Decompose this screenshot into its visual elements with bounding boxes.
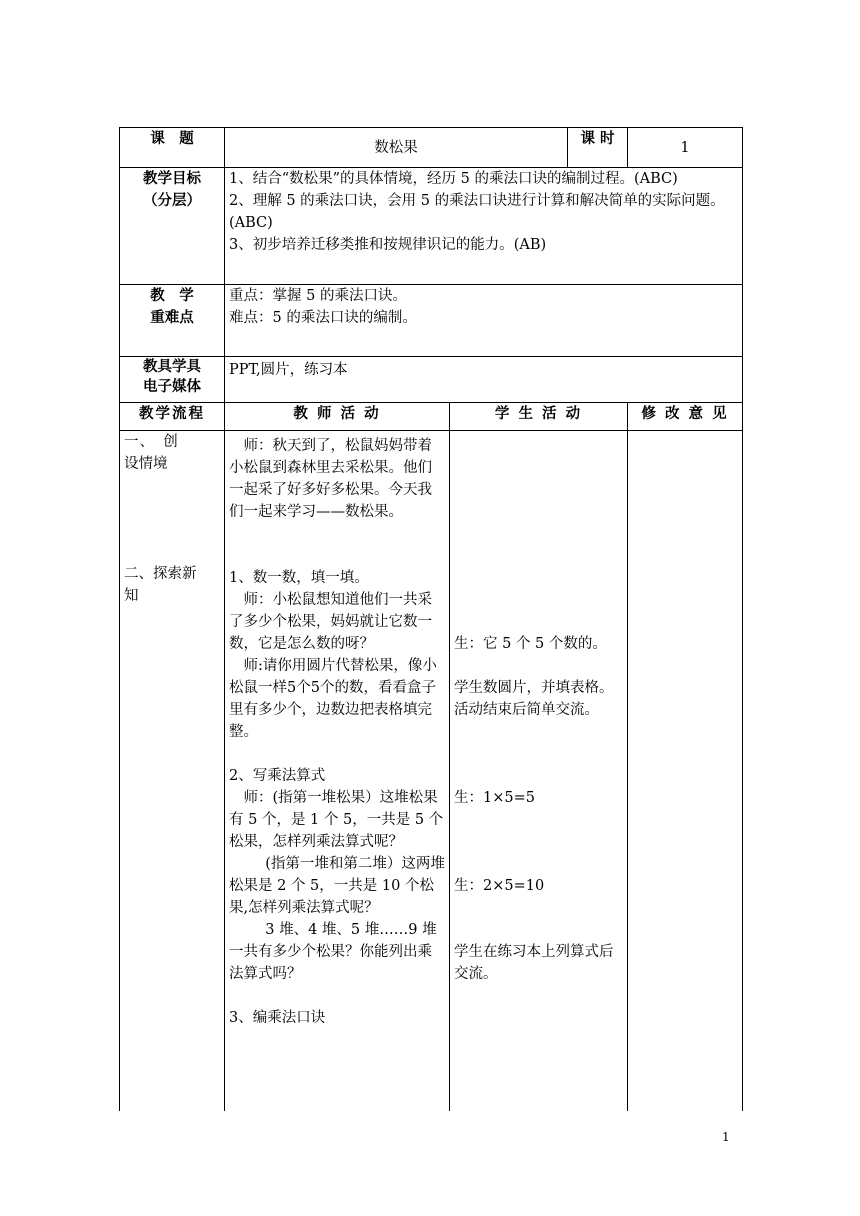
goal-item-1: 1、结合“数松果”的具体情境，经历 5 的乘法口诀的编制过程。(ABC) <box>229 171 678 187</box>
flow-header-teacher: 教 师 活 动 <box>225 403 450 431</box>
media-content: PPT,圆片，练习本 <box>225 357 743 403</box>
step1-line2: 设情境 <box>124 456 168 472</box>
step1-line1: 一、 创 <box>124 434 179 450</box>
flow-body-row <box>120 431 743 1111</box>
flow-steps <box>120 431 225 1111</box>
student-answer-4: 生：1×5=5 <box>454 790 535 806</box>
teacher-intro: 师：秋天到了，松鼠妈妈带着小松鼠到森林里去采松果。他们一起采了好多好多松果。今天我们一起来学习——数松果。 <box>229 438 432 520</box>
topic-value: 数松果 <box>225 128 568 168</box>
student-answer-5: 生：2×5=10 <box>454 878 545 894</box>
goal-item-3: 3、初步培养迁移类推和按规律识记的能力。(AB) <box>229 237 547 253</box>
step2-line1: 二、探索新 <box>124 566 197 582</box>
goals-content <box>225 168 743 285</box>
student-answer-2: 学生数圆片，并填表格。 <box>454 680 614 696</box>
teacher-s1-p2: 师:请你用圆片代替松果，像小松鼠一样5个5个的数，看看盒子里有多少个，边数边把表格填完整。 <box>229 658 437 740</box>
lesson-plan-table <box>119 127 743 1111</box>
teacher-s2-title: 2、写乘法算式 <box>229 768 326 784</box>
topic-row <box>120 128 743 168</box>
teacher-s2-p1: 师：(指第一堆松果）这堆松果有 5 个，是 1 个 5，一共是 5 个松果，怎样列乘法算式呢？ <box>229 790 444 850</box>
student-activities <box>450 431 628 1111</box>
period-value: 1 <box>628 128 743 168</box>
key-point: 重点：掌握 5 的乘法口诀。 <box>229 288 407 304</box>
teacher-s1-title: 1、数一数，填一填。 <box>229 570 369 586</box>
flow-header-process: 教学流程 <box>120 403 225 431</box>
step2-line2: 知 <box>124 588 139 604</box>
keypoints-label-line1: 教 学 <box>150 287 194 304</box>
keypoints-row <box>120 285 743 357</box>
media-label <box>120 357 225 403</box>
goals-label <box>120 168 225 285</box>
teacher-activities <box>225 431 450 1111</box>
teacher-s1-p1: 师：小松鼠想知道他们一共采了多少个松果，妈妈就让它数一数，它是怎么数的呀？ <box>229 592 432 652</box>
keypoints-label <box>120 285 225 357</box>
revise-notes <box>628 431 743 1111</box>
difficult-point: 难点：5 的乘法口诀的编制。 <box>229 310 417 326</box>
teacher-s2-p3: 3 堆、4 堆、5 堆……9 堆一共有多少个松果？你能列出乘法算式吗？ <box>229 922 437 982</box>
flow-header-row <box>120 403 743 431</box>
teacher-s3-title: 3、编乘法口诀 <box>229 1010 326 1026</box>
goals-label-line1: 教学目标 <box>143 170 201 187</box>
flow-header-revise: 修 改 意 见 <box>628 403 743 431</box>
teacher-s2-p2: (指第一堆和第二堆）这两堆松果是 2 个 5，一共是 10 个松果,怎样列乘法算式呢？ <box>229 856 445 916</box>
goals-row <box>120 168 743 285</box>
media-row <box>120 357 743 403</box>
goal-item-2: 2、理解 5 的乘法口诀，会用 5 的乘法口诀进行计算和解决简单的实际问题。(ABC) <box>229 193 725 231</box>
page-number: 1 <box>722 1130 730 1144</box>
student-answer-3: 活动结束后简单交流。 <box>454 702 599 718</box>
media-label-line1: 教具学具 <box>143 358 201 375</box>
goals-label-line2: （分层） <box>143 192 201 209</box>
media-label-line2: 电子媒体 <box>143 378 201 395</box>
topic-label: 课 题 <box>120 128 225 168</box>
keypoints-label-line2: 重难点 <box>150 309 194 326</box>
student-answer-6: 学生在练习本上列算式后交流。 <box>454 944 614 982</box>
student-answer-1: 生：它 5 个 5 个数的。 <box>454 636 607 652</box>
keypoints-content <box>225 285 743 357</box>
flow-header-student: 学 生 活 动 <box>450 403 628 431</box>
period-label: 课 时 <box>568 128 628 168</box>
